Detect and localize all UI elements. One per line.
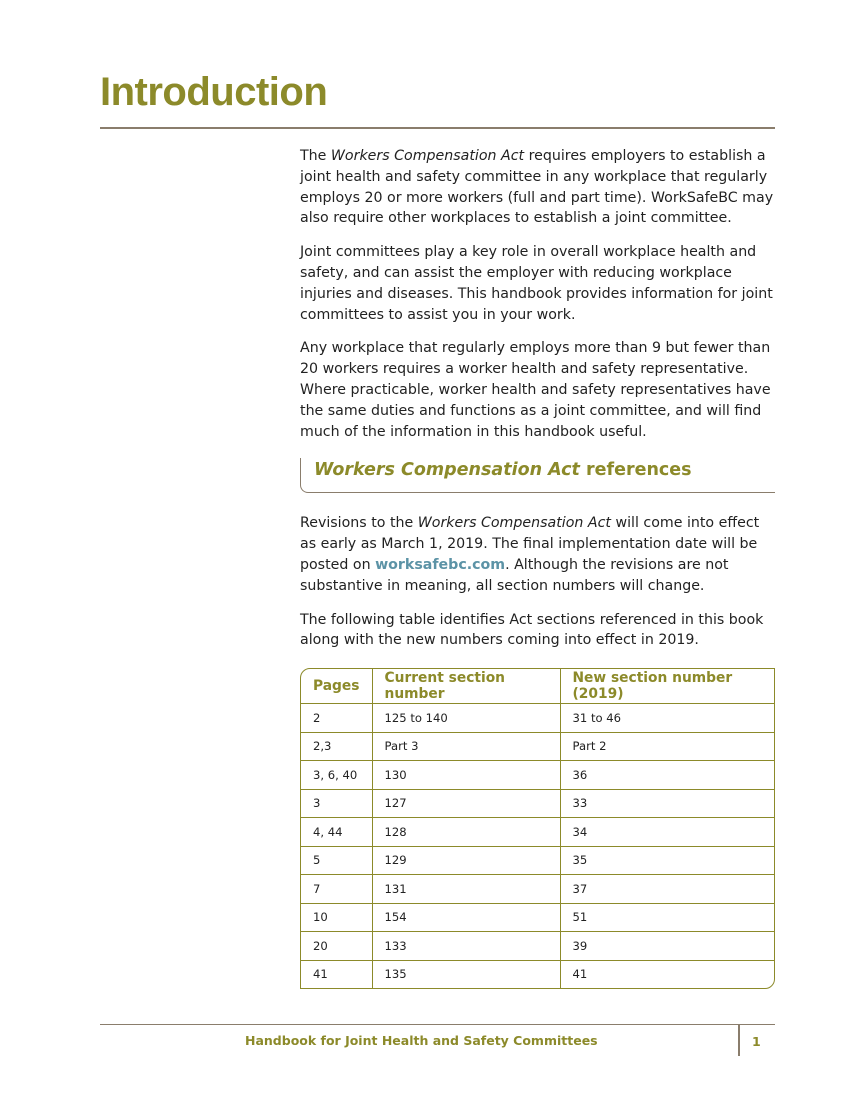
section-heading-box [300,458,775,493]
table-row [301,932,774,961]
table-row [301,847,774,876]
title-divider [100,127,775,129]
main-content [300,146,775,989]
table-row [301,733,774,762]
cell-current-section: 133 [373,932,561,961]
section-heading: Workers Compensation Act references [314,460,692,481]
header-current-section: Current section number [373,669,561,704]
page-title: Introduction [100,70,328,114]
cell-new-section: 51 [561,904,775,933]
cell-current-section: 125 to 140 [373,704,561,733]
intro-paragraph-3: Any workplace that regularly employs more than 9 but fewer than 20 workers requires a worker health and safety representative. Where practicable, worker health and safety representatives have the same duties and functions as a joint committee, and will find much of the information in this handbook useful. [300,340,771,440]
cell-current-section: 128 [373,818,561,847]
worksafebc-link[interactable]: worksafebc.com [375,556,506,573]
cell-pages: 4, 44 [301,818,373,847]
cell-current-section: 127 [373,790,561,819]
table-row [301,818,774,847]
cell-pages: 7 [301,875,373,904]
cell-new-section: 35 [561,847,775,876]
act-name: Workers Compensation Act [417,515,611,532]
cell-current-section: 129 [373,847,561,876]
footer-divider [100,1024,775,1025]
intro-paragraph-2: Joint committees play a key role in overall workplace health and safety, and can assist the employer with reducing workplace injuries and diseases. This handbook provides information for joint committees to assist you in your work. [300,244,773,323]
cell-pages: 10 [301,904,373,933]
cell-pages: 3 [301,790,373,819]
footer-separator [738,1025,740,1056]
cell-new-section: 37 [561,875,775,904]
table-row [301,904,774,933]
header-pages: Pages [301,669,373,704]
page-number: 1 [752,1034,761,1049]
cell-new-section: 39 [561,932,775,961]
cell-pages: 5 [301,847,373,876]
cell-pages: 2,3 [301,733,373,762]
cell-pages: 20 [301,932,373,961]
table-row [301,875,774,904]
table-row [301,961,774,989]
cell-new-section: 33 [561,790,775,819]
header-new-section: New section number (2019) [561,669,775,704]
cell-pages: 41 [301,961,373,989]
table-row [301,790,774,819]
cell-pages: 2 [301,704,373,733]
section-reference-table [300,668,775,989]
cell-new-section: 41 [572,967,588,982]
section-paragraph-2: The following table identifies Act sections referenced in this book along with the new numbers coming into effect in 2019. [300,611,764,649]
table-row [301,704,774,733]
table-header-row [301,669,774,704]
cell-current-section: 154 [373,904,561,933]
cell-current-section: 130 [373,761,561,790]
cell-new-section: 31 to 46 [561,704,775,733]
cell-current-section: 131 [373,875,561,904]
table-row [301,761,774,790]
section-paragraph-1: Revisions to the Workers Compensation Act will come into effect as early as March 1, 2019. The final implementation date will be posted on worksafebc.com. Although the revisions are not substantive in meaning, all section numbers will change. [300,515,760,594]
cell-pages: 3, 6, 40 [301,761,373,790]
cell-new-section: 36 [561,761,775,790]
cell-new-section: 34 [561,818,775,847]
footer-title: Handbook for Joint Health and Safety Committees [245,1033,598,1048]
cell-new-section: Part 2 [561,733,775,762]
act-name: Workers Compensation Act [330,148,525,164]
cell-current-section: Part 3 [373,733,561,762]
cell-current-section: 135 [373,961,561,989]
intro-paragraph-1: The Workers Compensation Act requires employers to establish a joint health and safety committee in any workplace that regularly employs 20 or more workers (full and part time). WorkSafeBC may also require other workplaces to establish a joint committee. [300,148,774,227]
